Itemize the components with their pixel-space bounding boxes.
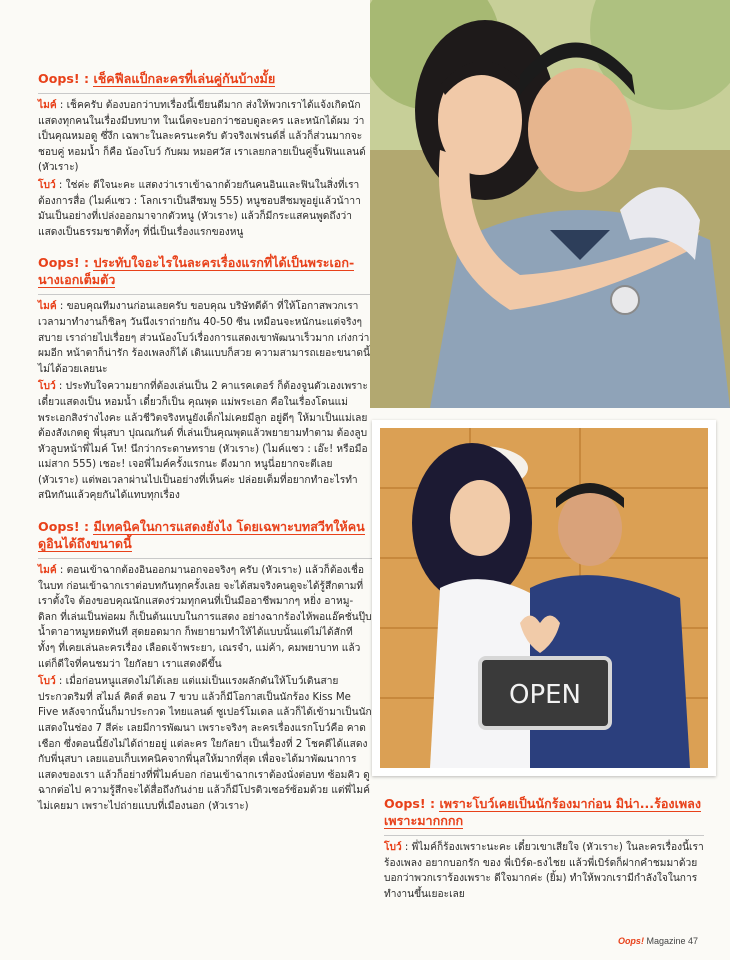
question-prefix: Oops! : [384, 796, 436, 811]
couple-photo-bottom-frame [372, 420, 716, 776]
speaker-name: โบว์ [38, 676, 56, 688]
question-prefix: Oops! : [38, 71, 90, 86]
question-text: เพราะโบว์เคยเป็นนักร้องมาก่อน มิน่า...ร้องเพลงเพราะมากกกก [384, 796, 702, 828]
speaker-name: โบว์ [38, 179, 56, 191]
answer-text: : ประทับใจความยากที่ต้องเล่นเป็น 2 คาแรคเตอร์ ก็ต้องจูนตัวเองเพราะเดี๋ยวแสดงเป็น หอมน้ำ เดี๋ยวก็เป็น คุณพุด แม่พระเอก คือในเรื่องโดนแม่พระเอกสิงร่างไงคะ แล้วชีวิตจริงหนูยังเด็กไม่เคยมีลูก อยู่ดีๆ ให้มาเป็นแม่เลยต้องสังเกตดู พี่นุสบา ปุณณกันต์ ที่เล่นเป็นคุณพุดแล้วพยายามทำตาม ต้องลูบหัวลูบหน้าพี่ไมค์ โห! นึกว่ากระดาษทราย (หัวเราะ) (ไมค์แซว : เอ๊ะ! หรือมือแม่สาก 555) เชอะ! เจอพี่ไมค์ครั้งแรกนะ ดีงมาก หนูนี่อยากจะตีเลย (หัวเราะ) แต่พอเวลาผ่านไปเป็นอย่างที่เห็นค่ะ ปล่อยเต็มที่อยากทำอะไรทำ สนิทกันแล้วคุยกันได้แทบทุกเรื่อง [38, 381, 368, 502]
answer-text: : เมื่อก่อนหนูแสดงไม่ได้เลย แต่แม่เป็นแรงผลักดันให้โบว์เดินสายประกวดริมที่ สไมล์ คิดส์ ตอน 7 ขวบ แล้วก็มีโอกาสเป็นนักร้อง Kiss Me Five หลังจากนั้นก็มาประกวด ไทยแลนด์ ซูเปอร์โมเดล แล้วก็ได้เข้ามาเป็นนักแสดงในช่อง 7 สีค่ะ เลยมีการพัฒนา เพราะจริงๆ ละครเรื่องแรกโบว์คือ คาดเชือก ซึ่งตอนนี้ยังไม่ได้ถ่ายอยู่ แต่ละคร ใยกัลยา เป็นเรื่องที่ 2 โชคดีได้แสดงกับพี่นุสบา เลยแอบเก็บเทคนิคจากพี่นุสให้มากที่สุด เพื่อจะได้มาพัฒนาการแสดงของเรา แล้วก็อย่างที่พี่ไมค์บอก ก่อนเข้าฉากเราต้องนั่งต่อบท ซ้อมคิว ดูฉากต่อไป ความรู้สึกจะได้สื่อถึงกันง่าย แล้วก็มีโปรดิวเซอร์ซ้อมด้วย แต่พี่ไมค์ไม่เคยมา เพราะไปถ่ายแบบที่เมืองนอก (หัวเราะ) [38, 676, 372, 812]
speaker-name: ไมค์ [38, 301, 57, 313]
speaker-name: โบว์ [384, 842, 402, 853]
qa-section-2 [38, 254, 372, 504]
question-prefix: Oops! : [38, 519, 90, 535]
question-prefix: Oops! : [38, 255, 90, 271]
divider [38, 93, 372, 94]
divider [384, 835, 704, 836]
answer-text: : ใช่ค่ะ ดีใจนะคะ แสดงว่าเราเข้าฉากด้วยกันคนอินและฟินในสิ่งที่เราต้องการสื่อ (ไมค์แซว : โลกเราเป็นสีชมพู 555) หนูชอบสีชมพูอยู่แล้วน้าาา มันเป็นอย่างที่เปล่งออกมาจากตัวหนู (หัวเราะ) แล้วก็มีกระแสคนพูดถึงว่าแสดงเป็นธรรมชาติทั้งๆ ที่นี่เป็นเรื่องแรกของหนู [38, 179, 361, 238]
answer-text: : เช็คครับ ต้องบอกว่าบทเรื่องนี้เขียนดีมาก ส่งให้พวกเราได้แจ้งเกิดนักแสดงทุกคนในเรื่องมีบทบาท ในเน็ตจะบอกว่าชอบดูละคร และหนักได้ผม ว่าเป็นคุณหมอดู ซึ่งึก เฉพาะในละครนะครับ ตัวจริงเฟรนด์ลี่ แล้วก็ส่วนมากจะชอบคู่ หอมน้ำ ก็คือ น้องโบว์ กับผม หมอศวัส เราเลยกลายเป็นคู่จิ้นฟินแลนด์ (หัวเราะ) [38, 100, 366, 174]
question-heading [384, 795, 704, 829]
couple-photo-bottom [380, 428, 708, 768]
answer-text: : ขอบคุณทีมงานก่อนเลยครับ ขอบคุณ บริษัทดีด้า ที่ให้โอกาสพวกเรา เวลามาทำงานก็ชิลๆ วันนึงเราถ่ายกัน 40-50 ซีน เหมือนจะหนักนะแต่จริงๆ สบาย เราถ่ายไปเรื่อยๆ ส่วนน้องโบว์เรื่องการแสดงเขาพัฒนาเร็วมาก เก่งกว่าผมอีก หน้าตาก็น่ารัก ร้องเพลงก็ได้ เดินแบบก็สวย ความสามารถเยอะขนาดนี้ไม่ได้อวยเลยนะ [38, 301, 370, 375]
page-footer [618, 936, 698, 946]
couple-photo-top [370, 0, 730, 408]
couple-photo-top-illustration [370, 0, 730, 408]
question-text: เช็คฟีลแป็กละครที่เล่นคู่กันบ้างมั้ย [93, 71, 276, 86]
question-heading [38, 70, 372, 87]
answer-paragraph [38, 178, 372, 240]
divider [38, 558, 372, 559]
answer-text: : พี่ไมค์ก็ร้องเพราะนะคะ เดี๋ยวเขาเสียใจ (หัวเราะ) ในละครเรื่องนี้เราร้องเพลง อยากบอกรัก ของ พี่เบิร์ด-ธงไชย แล้วพี่เบิร์ดก็ฝากคำชมมาด้วย บอกว่าพวกเราร้องเพราะ ดีใจมากค่ะ (ยิ้ม) ทำให้พวกเรามีกำลังใจในการทำงานขึ้นเยอะเลย [384, 842, 704, 900]
qa-section-3 [38, 518, 372, 815]
answer-paragraph [38, 563, 372, 672]
answer-paragraph [38, 299, 372, 377]
open-sign-text: OPEN [508, 680, 582, 710]
answer-paragraph [38, 674, 372, 814]
speaker-name: ไมค์ [38, 100, 57, 111]
question-heading [38, 518, 372, 552]
answer-paragraph [38, 379, 372, 504]
question-text: มีเทคนิคในการแสดงยังไง โดยเฉพาะบทสวีทให้คนดูอินได้ถึงขนาดนี้ [38, 519, 365, 552]
answer-text: : ตอนเข้าฉากต้องอินออกมานอกจอจริงๆ ครับ (หัวเราะ) แล้วก็ต้องเชื่อในบท ก่อนเข้าฉากเราต่อบทกันทุกครั้งเลย จะได้สมจริงคนดูจะได้รู้สึกตามที่เราตั้งใจ ต้องขอบคุณนักแสดงร่วมทุกคนที่เป็นมืออาชีพมากๆ หยิ่ง อาหมู-ดิลก ที่เล่นเป็นพ่อผม ก็เป็นต้นแบบในการแสดง อย่างฉากร้องไห้พอแอ๊คชั่นปุ๊บน้ำตาอาหมูหยดทันที สุดยอดมาก ก็พยายามทำให้ได้แบบนั้นแต่ไม่ได้สักที ทั้งๆ ที่เคยเล่นละครเรื่อง เลือดเจ้าพระยา, เณรจำ, แม่ค้า, คมพยาบาท แล้ว แต่ก็ดีใจที่คนชมว่า ใยกัลยา เราแสดงดีขึ้น [38, 565, 372, 670]
article-right-column [384, 795, 704, 904]
answer-paragraph [38, 98, 372, 176]
speaker-name: ไมค์ [38, 565, 57, 577]
magazine-brand: Oops! [617, 936, 644, 946]
question-text: ประทับใจอะไรในละครเรื่องแรกที่ได้เป็นพระเอก-นางเอกเต็มตัว [38, 255, 355, 288]
qa-section-1 [38, 70, 372, 240]
answer-paragraph [384, 840, 704, 902]
question-heading [38, 254, 372, 288]
article-left-column [38, 70, 372, 829]
divider [38, 294, 372, 295]
speaker-name: โบว์ [38, 381, 56, 393]
page-number-label: Magazine 47 [646, 936, 698, 946]
couple-photo-bottom-illustration [380, 428, 708, 768]
